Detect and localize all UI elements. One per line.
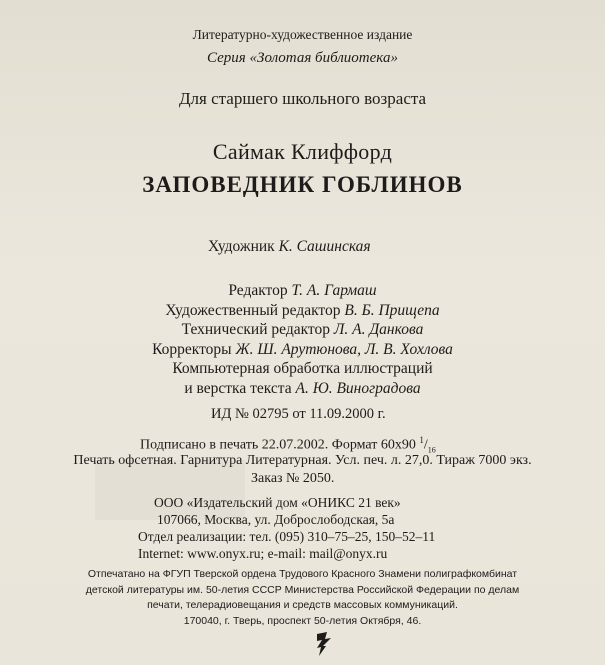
credits-block (0, 281, 605, 398)
publisher-sales: Отдел реализации: тел. (095) 310–75–25, 150–52–11 (138, 529, 436, 544)
artist-role: Художник (208, 238, 279, 255)
book-title: ЗАПОВЕДНИК ГОБЛИНОВ (142, 172, 463, 197)
credit-name: А. Ю. Виноградова (295, 379, 421, 397)
credit-role: Корректоры (152, 340, 236, 358)
age-line: Для старшего школьного возраста (178, 89, 427, 108)
printer-line-2: детской литературы им. 50-летия СССР Министерства Российской Федерации по делам (85, 583, 520, 596)
credit-tech-editor (0, 320, 605, 340)
credit-name: Л. А. Данкова (333, 321, 424, 338)
artist-credit (208, 238, 371, 256)
print-details-line: Печать офсетная. Гарнитура Литературная. Усл. печ. л. 27,0. Тираж 7000 экз. (73, 453, 532, 468)
publisher-address: 107066, Москва, ул. Доброслободская, 5а (157, 512, 395, 527)
publisher-contacts: Internet: www.onyx.ru; e-mail: mail@onyx.ru (138, 546, 388, 561)
artist-name: К. Сашинская (278, 238, 371, 255)
publisher-block (138, 494, 435, 562)
credit-name: Т. А. Гармаш (291, 282, 377, 299)
credit-role: Компьютерная обработка иллюстраций (172, 360, 433, 377)
credit-name: В. Б. Прищепа (344, 301, 440, 319)
license-line: ИД № 02795 от 11.09.2000 г. (211, 406, 386, 422)
book-author: Саймак Клиффорд (212, 139, 393, 164)
credit-editor (0, 281, 605, 301)
format-numerator: 1 (419, 435, 424, 445)
series-line: Серия «Золотая библиотека» (207, 50, 398, 66)
signed-line: Подписано в печать 22.07.2002. Формат 60x90 $^1/_{16}$ (140, 435, 436, 455)
format-denominator: 16 (427, 445, 436, 455)
credit-role: Редактор (228, 282, 292, 299)
signed-text: Подписано в печать 22.07.2002. Формат 60x90 (140, 437, 420, 453)
printer-line-1: Отпечатано на ФГУП Тверской ордена Трудового Красного Знамени полиграфкомбинат (87, 568, 518, 580)
printer-block (0, 567, 605, 629)
printer-line-4: 170040, г. Тверь, проспект 50-летия Октября, 46. (183, 614, 422, 627)
publisher-name: ООО «Издательский дом «ОНИКС 21 век» (154, 495, 401, 510)
credit-art-editor (0, 301, 605, 321)
printer-logo-icon (313, 630, 335, 658)
genre-line: Литературно-художественное издание (192, 27, 413, 42)
credit-role: Технический редактор (181, 321, 334, 338)
credit-proofreaders (0, 340, 605, 360)
credit-name: Ж. Ш. Арутюнова, Л. В. Хохлова (235, 340, 453, 358)
credit-layout (0, 379, 605, 399)
credit-illustration-processing (0, 359, 605, 379)
credit-role: Художественный редактор (165, 301, 345, 319)
printer-line-3: печати, телерадиовещания и средств массовых коммуникаций. (147, 599, 458, 611)
order-line: Заказ № 2050. (251, 471, 335, 486)
credit-role: и верстка текста (184, 379, 296, 397)
